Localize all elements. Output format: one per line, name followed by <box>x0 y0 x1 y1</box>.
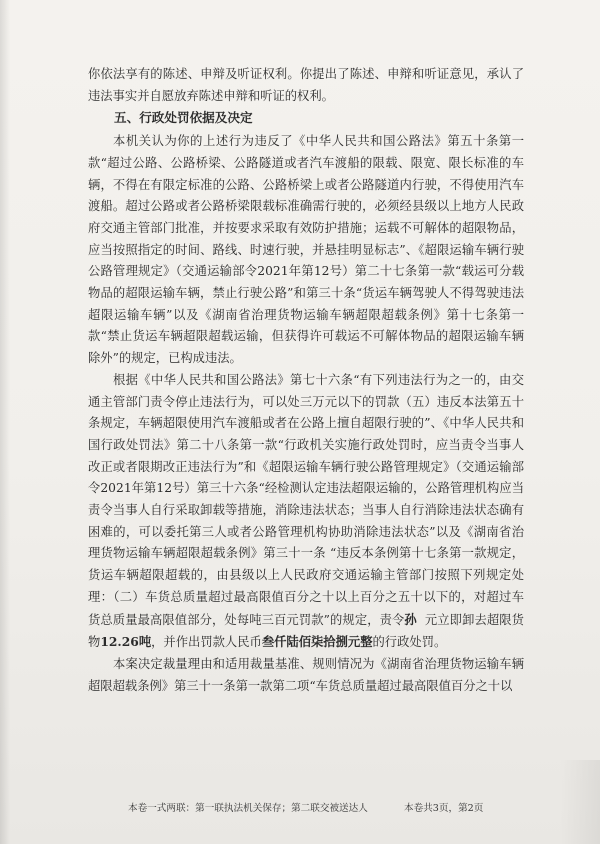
page-footer <box>0 800 600 816</box>
paragraph-discretion: 本案决定裁量理由和适用裁量基准、规则情况为《湖南省治理货物运输车辆超限超载条例》第三十一条第一款第二项“车货总质量超过最高限值百分之十以 <box>88 656 524 693</box>
fine-text: ，并作出罚款人民币 <box>151 635 262 650</box>
page-edge-shadow <box>0 0 10 844</box>
party-name: 孙 <box>404 611 417 627</box>
fine-amount: 叁仟陆佰柒拾捌元整 <box>261 634 373 650</box>
section-title: 五、行政处罚依据及决定 <box>114 110 253 126</box>
paragraph-violation: 本机关认为你的上述行为违反了《中华人民共和国公路法》第五十条第一款“超过公路、公路桥梁、公路隧道或者汽车渡船的限载、限宽、限长标准的车辆，不得在有限定标准的公路、公路桥梁上或者公路隧道内行驶，不得使用汽车渡船。超过公路或者公路桥梁限载标准确需行驶的，必须经县级以上地方人民政府交通主管部门批准，并按要求采取有效防护措施；运载不可解体的超限物品，应当按照指定的时间、路线、时速行驶，并悬挂明显标志”、《超限运输车辆行驶公路管理规定》（交通运输部令2021年第12号）第二十七条第一款“载运可分载物品的超限运输车辆，禁止行驶公路”和第三十条“货运车辆驾驶人不得驾驶违法超限运输车辆”以及《湖南省治理货物运输车辆超限超载条例》第十七条第一款“禁止货运车辆超限超载运输，但获得许可载运不可解体物品的超限运输车辆除外”的规定，已构成违法。 <box>88 134 524 366</box>
penalty-end-text: 的行政处罚。 <box>372 635 447 650</box>
paragraph-penalty-basis <box>88 370 524 654</box>
footer-copies-note: 本卷一式两联：第一联执法机关保存；第二联交被送达人 <box>128 803 368 814</box>
paragraph-rights: 你依法享有的陈述、申辩及听证权利。你提出了陈述、申辩和听证意见，承认了违法事实并自愿放弃陈述申辩和听证的权利。 <box>88 67 524 103</box>
footer-page-number: 本卷共3页，第2页 <box>404 803 484 814</box>
order-text: 元立即卸去超限货物 <box>88 612 524 650</box>
overload-tonnage: 12.26吨 <box>100 634 152 650</box>
document-body <box>88 64 524 697</box>
penalty-basis-text: 根据《中华人民共和国公路法》第七十六条“有下列违法行为之一的，由交通主管部门责令停止违法行为，可以处三万元以下的罚款（五）违反本法第五十条规定，车辆超限使用汽车渡船或者在公路上擅自超限行驶的”、《中华人民共和国行政处罚法》第二十八条第一款“行政机关实施行政处罚时，应当责令当事人改正或者限期改正违法行为”和《超限运输车辆行驶公路管理规定》（交通运输部令2021年第12号）第三十六条“经检测认定违法超限运输的，公路管理机构应当责令当事人自行采取卸载等措施，消除违法状态；当事人自行消除违法状态确有困难的，可以委托第三人或者公路管理机构协助消除违法状态”以及《湖南省治理货物运输车辆超限超载条例》第三十一条 “违反本条例第十七条第一款规定，货运车辆超限超载的，由县级以上人民政府交通运输主管部门按照下列规定处理：（二）车货总质量超过最高限值百分之十以上百分之五十以下的，对超过车货总质量最高限值部分，处每吨三百元罚款”的规定，责令 <box>88 372 524 627</box>
